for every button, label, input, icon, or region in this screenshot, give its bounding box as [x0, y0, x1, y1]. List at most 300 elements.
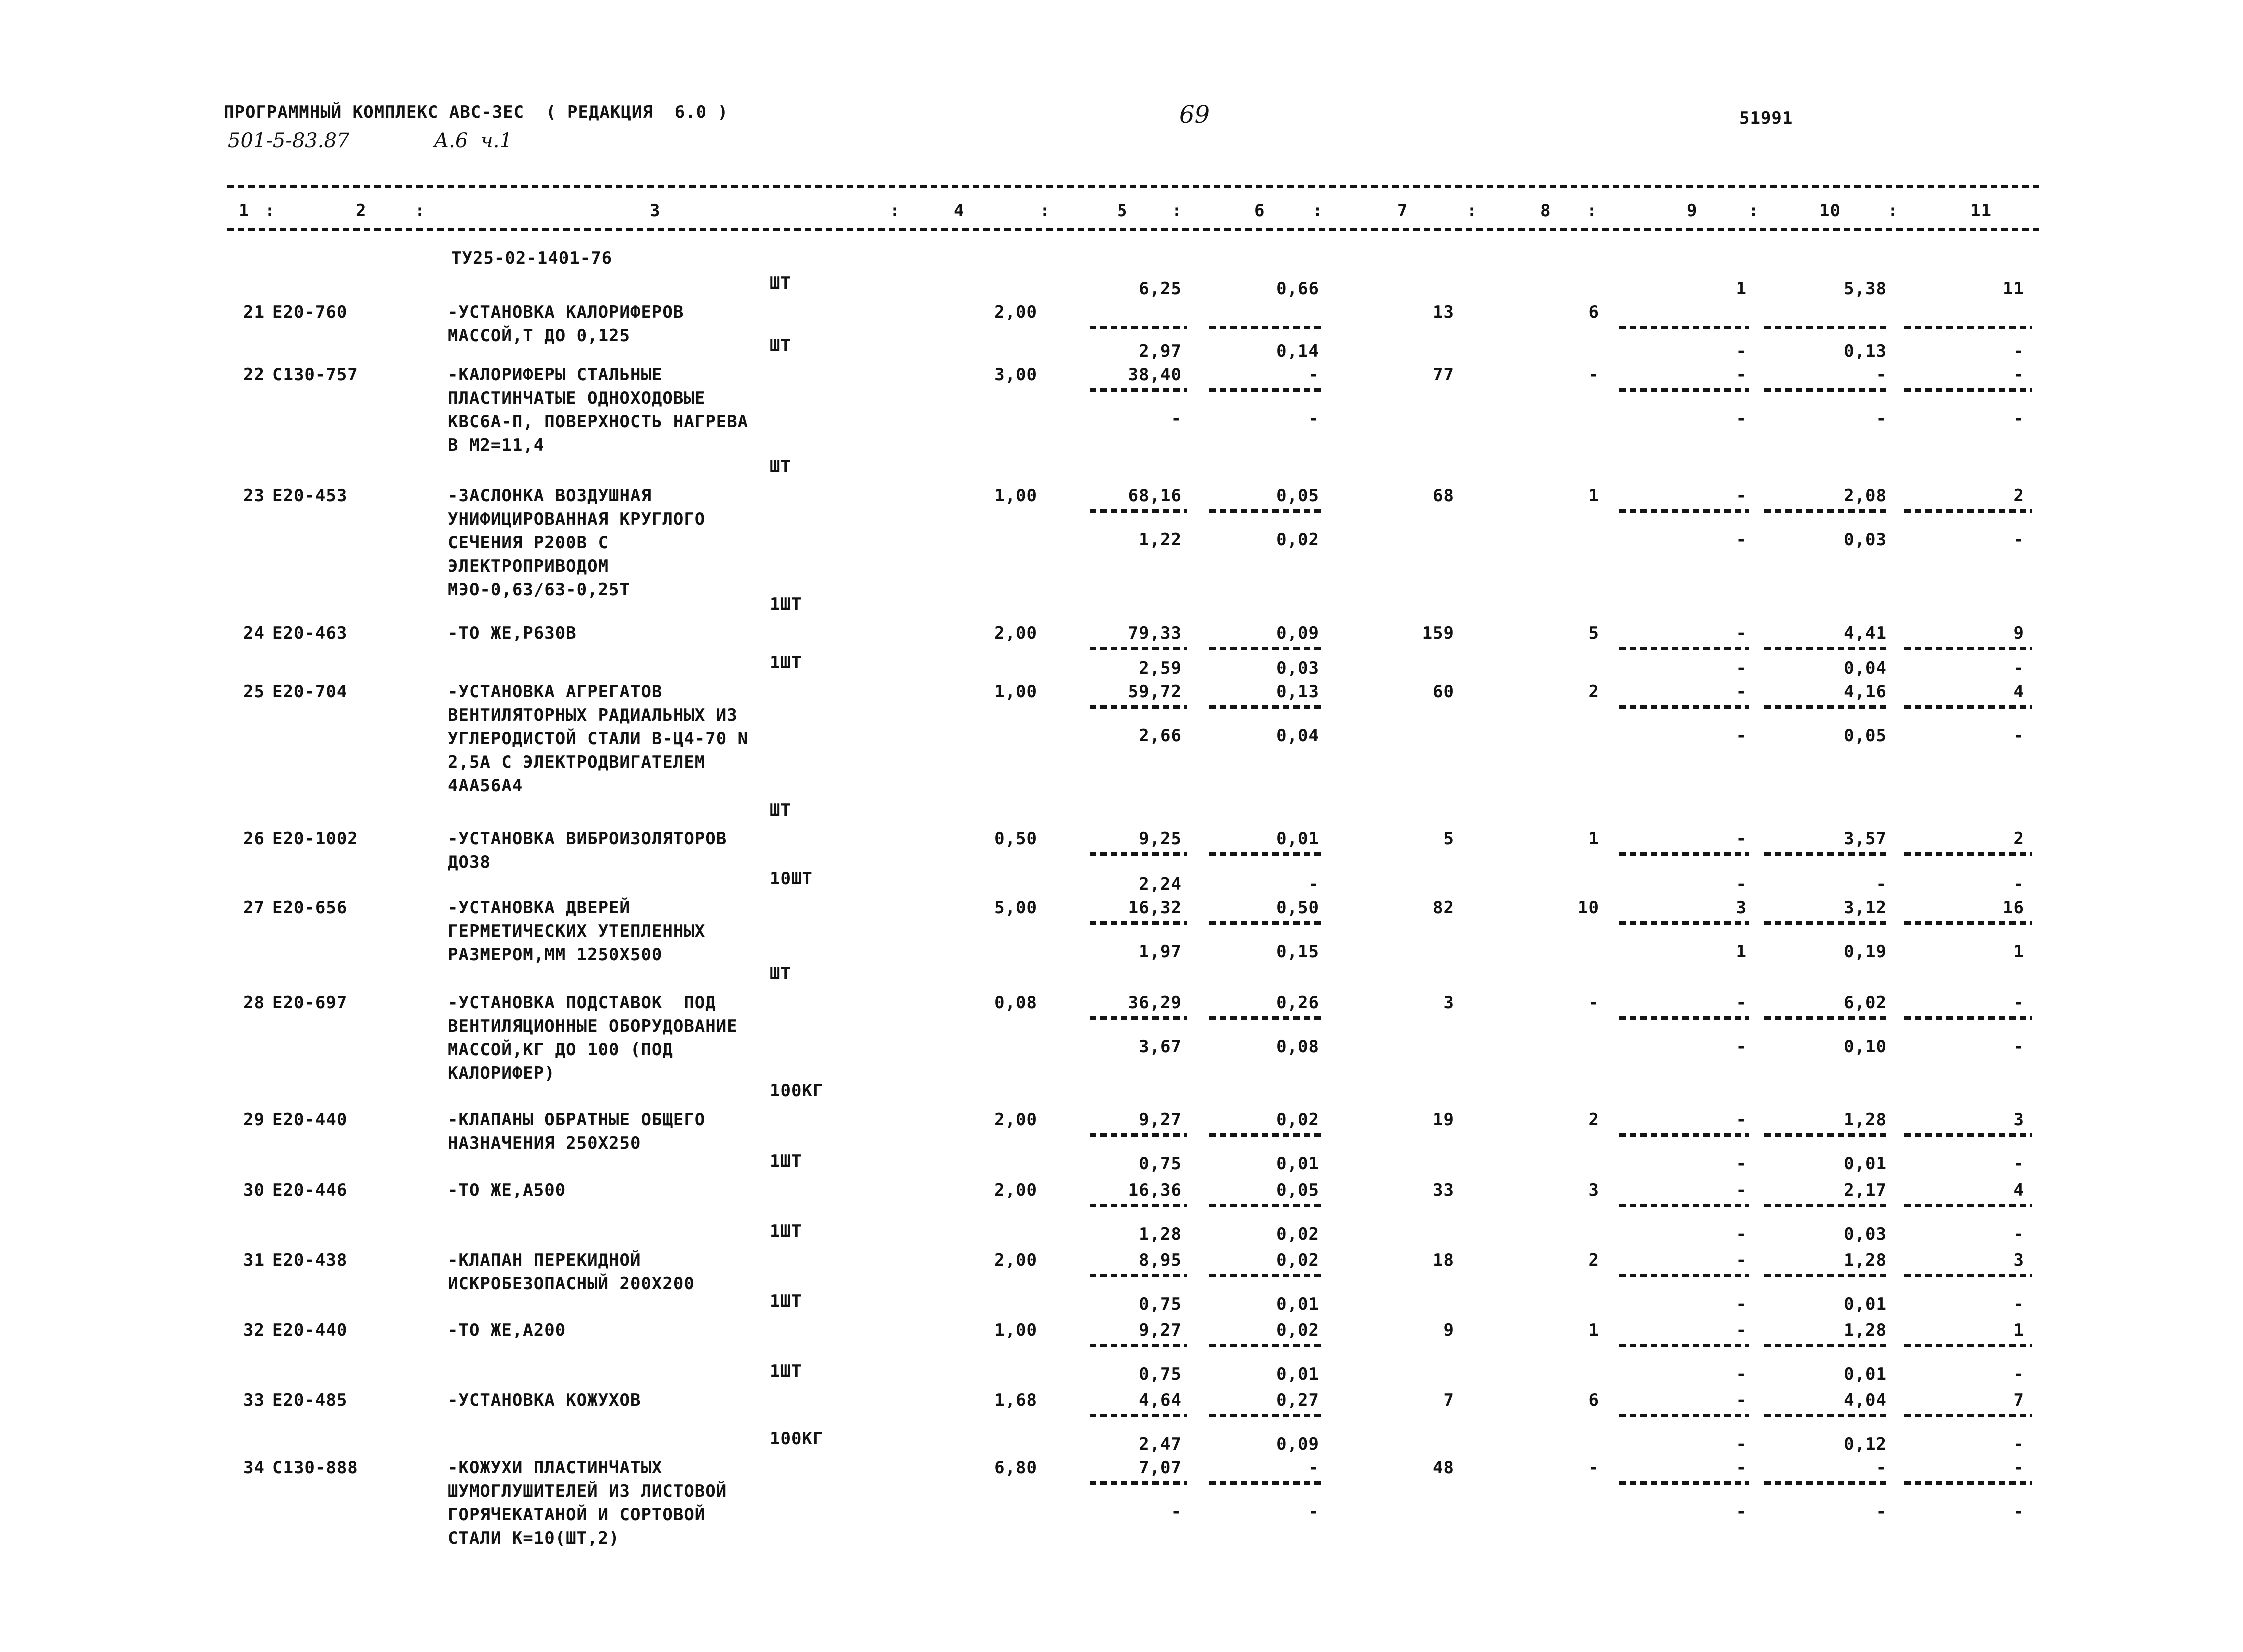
column9-value: -	[1736, 409, 1747, 429]
work-description-line: -УСТАНОВКА АГРЕГАТОВ	[448, 682, 663, 702]
column10-value: 0,04	[1844, 658, 1887, 678]
unit-cost-value: 4,64	[1139, 1390, 1182, 1410]
column-header-4: 4	[954, 201, 965, 221]
work-description-line: ПЛАСТИНЧАТЫЕ ОДНОХОДОВЫЕ	[448, 388, 706, 408]
quantity-value: 2,00	[994, 623, 1037, 643]
column10-value: 6,02	[1844, 993, 1887, 1013]
rate-code: Е20-760	[272, 302, 348, 322]
row-number: 29	[243, 1110, 265, 1130]
total-cost-value: 13	[1433, 302, 1454, 322]
wage-value: 0,14	[1276, 341, 1319, 361]
unit-cost-value: 16,36	[1128, 1180, 1182, 1200]
work-description-line: УНИФИЦИРОВАННАЯ КРУГЛОГО	[448, 509, 706, 529]
column11-value: 7	[2013, 1390, 2024, 1410]
column11-value: 4	[2013, 682, 2024, 702]
unit-of-measure: ШТ	[770, 336, 791, 356]
column9-value: -	[1736, 1364, 1747, 1384]
column9-value: -	[1736, 993, 1747, 1013]
work-description-line: РАЗМЕРОМ,ММ 1250Х500	[448, 945, 663, 965]
column10-value: 1,28	[1844, 1250, 1887, 1270]
separator-rule	[1904, 1133, 2032, 1137]
separator-rule	[1764, 1133, 1889, 1137]
separator-rule	[1904, 1481, 2032, 1485]
row-number: 32	[243, 1320, 265, 1340]
separator-rule	[1764, 852, 1889, 856]
column11-value: -	[2013, 409, 2024, 429]
total-cost-value: 77	[1433, 365, 1454, 385]
separator-rule	[1619, 852, 1749, 856]
separator-rule	[1209, 852, 1322, 856]
separator-rule	[1764, 705, 1889, 709]
separator-rule	[1619, 388, 1749, 392]
row-number: 31	[243, 1250, 265, 1270]
column-separator: :	[1748, 201, 1759, 221]
unit-of-measure: ШТ	[770, 964, 791, 984]
separator-rule	[1090, 852, 1187, 856]
work-description-line: 2,5А С ЭЛЕКТРОДВИГАТЕЛЕМ	[448, 752, 706, 772]
work-description-line: МАССОЙ,Т ДО 0,125	[448, 326, 630, 346]
column10-value: -	[1876, 1458, 1887, 1478]
separator-rule	[1904, 326, 2032, 329]
unit-cost-value: 2,59	[1139, 658, 1182, 678]
unit-cost-value: 0,75	[1139, 1364, 1182, 1384]
column8-value: 6	[1588, 1390, 1599, 1410]
separator-rule	[1209, 921, 1322, 925]
column9-value: -	[1736, 829, 1747, 849]
column8-value: 2	[1588, 1250, 1599, 1270]
column9-value: -	[1736, 1037, 1747, 1057]
wage-value: 0,02	[1276, 530, 1319, 550]
separator-rule	[1764, 1274, 1889, 1277]
unit-of-measure: ШТ	[770, 273, 791, 293]
work-description-line: СЕЧЕНИЯ Р200В С	[448, 533, 609, 553]
quantity-value: 2,00	[994, 1180, 1037, 1200]
separator-rule	[1090, 647, 1187, 650]
top-spec-line: ТУ25-02-1401-76	[451, 248, 613, 268]
wage-value: -	[1308, 1502, 1319, 1522]
wage-value: 0,26	[1276, 993, 1319, 1013]
separator-rule	[1764, 1344, 1889, 1347]
column11-value: 4	[2013, 1180, 2024, 1200]
column9-value: -	[1736, 365, 1747, 385]
column10-value: 5,38	[1844, 279, 1887, 299]
column11-value: -	[2013, 341, 2024, 361]
column10-value: 0,13	[1844, 341, 1887, 361]
column10-value: -	[1876, 365, 1887, 385]
column-separator: :	[1587, 201, 1598, 221]
separator-rule	[1619, 647, 1749, 650]
wage-value: 0,01	[1276, 829, 1319, 849]
column-separator: :	[1312, 201, 1323, 221]
column11-value: 3	[2013, 1250, 2024, 1270]
separator-rule	[1619, 509, 1749, 513]
row-number: 28	[243, 993, 265, 1013]
work-description-line: 4АА56А4	[448, 776, 523, 796]
separator-rule	[1090, 388, 1187, 392]
column8-value: -	[1588, 365, 1599, 385]
separator-rule	[1904, 1274, 2032, 1277]
wage-value: 0,05	[1276, 1180, 1319, 1200]
column9-value: -	[1736, 530, 1747, 550]
column8-value: -	[1588, 1458, 1599, 1478]
total-cost-value: 82	[1433, 898, 1454, 918]
rate-code: Е20-485	[272, 1390, 348, 1410]
column-separator: :	[890, 201, 901, 221]
work-description-line: -ТО ЖЕ,А200	[448, 1320, 566, 1340]
separator-rule	[1619, 1344, 1749, 1347]
separator-rule	[1904, 1414, 2032, 1417]
work-description-line: КВС6А-П, ПОВЕРХНОСТЬ НАГРЕВА	[448, 412, 749, 432]
column-header-2: 2	[356, 201, 367, 221]
separator-rule	[1764, 921, 1889, 925]
unit-of-measure: 1ШТ	[770, 1221, 802, 1241]
column-separator: :	[415, 201, 426, 221]
column8-value: 1	[1588, 829, 1599, 849]
work-description-line: -КЛАПАН ПЕРЕКИДНОЙ	[448, 1250, 641, 1270]
work-description-line: ВЕНТИЛЯЦИОННЫЕ ОБОРУДОВАНИЕ	[448, 1016, 738, 1036]
column10-value: 0,03	[1844, 530, 1887, 550]
column11-value: -	[2013, 658, 2024, 678]
separator-rule	[1619, 1204, 1749, 1207]
column-header-9: 9	[1687, 201, 1698, 221]
work-description-line: ЭЛЕКТРОПРИВОДОМ	[448, 556, 609, 576]
column11-value: 3	[2013, 1110, 2024, 1130]
unit-of-measure: 100КГ	[770, 1429, 824, 1449]
wage-value: 0,04	[1276, 726, 1319, 746]
quantity-value: 2,00	[994, 1110, 1037, 1130]
work-description-line: ГОРЯЧЕКАТАНОЙ И СОРТОВОЙ	[448, 1505, 706, 1525]
row-number: 22	[243, 365, 265, 385]
column-header-5: 5	[1117, 201, 1128, 221]
column9-value: 1	[1736, 279, 1747, 299]
program-title: ПРОГРАММНЫЙ КОМПЛЕКС АВС-ЗЕС ( РЕДАКЦИЯ 6.0 )	[224, 102, 729, 122]
column8-value: 1	[1588, 1320, 1599, 1340]
column9-value: -	[1736, 1110, 1747, 1130]
separator-rule	[1090, 326, 1187, 329]
wage-value: 0,02	[1276, 1110, 1319, 1130]
column11-value: 2	[2013, 829, 2024, 849]
rate-code: Е20-440	[272, 1110, 348, 1130]
separator-rule	[1904, 647, 2032, 650]
work-description-line: ГЕРМЕТИЧЕСКИХ УТЕПЛЕННЫХ	[448, 921, 706, 941]
wage-value: 0,02	[1276, 1224, 1319, 1244]
total-cost-value: 19	[1433, 1110, 1454, 1130]
work-description-line: -УСТАНОВКА ВИБРОИЗОЛЯТОРОВ	[448, 829, 727, 849]
work-description-line: УГЛЕРОДИСТОЙ СТАЛИ В-Ц4-70 N	[448, 729, 749, 749]
column10-value: 0,12	[1844, 1434, 1887, 1454]
separator-rule	[1209, 1204, 1322, 1207]
row-number: 34	[243, 1458, 265, 1478]
column9-value: -	[1736, 1154, 1747, 1174]
wage-value: 0,01	[1276, 1294, 1319, 1314]
wage-value: 0,01	[1276, 1154, 1319, 1174]
separator-rule	[1904, 388, 2032, 392]
column-separator: :	[1888, 201, 1899, 221]
quantity-value: 5,00	[994, 898, 1037, 918]
unit-cost-value: 0,75	[1139, 1154, 1182, 1174]
column11-value: 16	[2003, 898, 2024, 918]
column11-value: -	[2013, 874, 2024, 894]
column-separator: :	[1172, 201, 1183, 221]
unit-of-measure: 1ШТ	[770, 1151, 802, 1171]
unit-cost-value: 2,24	[1139, 874, 1182, 894]
total-cost-value: 5	[1443, 829, 1454, 849]
separator-rule	[1209, 388, 1322, 392]
separator-rule	[1619, 705, 1749, 709]
column11-value: -	[2013, 993, 2024, 1013]
unit-cost-value: -	[1171, 409, 1182, 429]
column10-value: 0,01	[1844, 1364, 1887, 1384]
column11-value: -	[2013, 1154, 2024, 1174]
rate-code: Е20-453	[272, 486, 348, 506]
column9-value: -	[1736, 726, 1747, 746]
work-description-line: -УСТАНОВКА ДВЕРЕЙ	[448, 898, 630, 918]
unit-cost-value: 2,47	[1139, 1434, 1182, 1454]
unit-cost-value: 0,75	[1139, 1294, 1182, 1314]
total-cost-value: 9	[1443, 1320, 1454, 1340]
column8-value: -	[1588, 993, 1599, 1013]
unit-of-measure: ШТ	[770, 457, 791, 477]
wage-value: -	[1308, 1458, 1319, 1478]
separator-rule	[1209, 326, 1322, 329]
total-cost-value: 48	[1433, 1458, 1454, 1478]
column10-value: 0,05	[1844, 726, 1887, 746]
separator-rule	[1764, 509, 1889, 513]
separator-rule	[1619, 326, 1749, 329]
column9-value: -	[1736, 623, 1747, 643]
separator-rule	[1209, 1274, 1322, 1277]
separator-rule	[1764, 388, 1889, 392]
column10-value: 4,41	[1844, 623, 1887, 643]
wage-value: 0,03	[1276, 658, 1319, 678]
column9-value: 1	[1736, 942, 1747, 962]
column9-value: -	[1736, 1320, 1747, 1340]
quantity-value: 0,08	[994, 993, 1037, 1013]
work-description-line: ВЕНТИЛЯТОРНЫХ РАДИАЛЬНЫХ ИЗ	[448, 705, 738, 725]
wage-value: 0,02	[1276, 1250, 1319, 1270]
unit-cost-value: 38,40	[1128, 365, 1182, 385]
column8-value: 6	[1588, 302, 1599, 322]
column9-value: -	[1736, 486, 1747, 506]
wage-value: -	[1308, 409, 1319, 429]
separator-rule	[1764, 326, 1889, 329]
separator-rule	[1090, 705, 1187, 709]
column8-value: 10	[1578, 898, 1599, 918]
rate-code: Е20-704	[272, 682, 348, 702]
document-code: 51991	[1739, 108, 1793, 128]
quantity-value: 2,00	[994, 1250, 1037, 1270]
row-number: 27	[243, 898, 265, 918]
column11-value: -	[2013, 1224, 2024, 1244]
column9-value: -	[1736, 1458, 1747, 1478]
work-description-line: ШУМОГЛУШИТЕЛЕЙ ИЗ ЛИСТОВОЙ	[448, 1481, 727, 1501]
unit-cost-value: 59,72	[1128, 682, 1182, 702]
separator-rule	[1209, 705, 1322, 709]
unit-cost-value: 36,29	[1128, 993, 1182, 1013]
work-description-line: ДО38	[448, 852, 491, 872]
column9-value: -	[1736, 658, 1747, 678]
column11-value: -	[2013, 726, 2024, 746]
quantity-value: 1,00	[994, 682, 1037, 702]
wage-value: 0,09	[1276, 623, 1319, 643]
column11-value: 2	[2013, 486, 2024, 506]
work-description-line: ИСКРОБЕЗОПАСНЫЙ 200Х200	[448, 1274, 695, 1294]
separator-rule	[1764, 1481, 1889, 1485]
column-separator: :	[1040, 201, 1051, 221]
separator-rule	[1619, 921, 1749, 925]
separator-rule	[1209, 647, 1322, 650]
column-header-7: 7	[1397, 201, 1408, 221]
separator-rule	[1090, 1274, 1187, 1277]
column10-value: 0,01	[1844, 1294, 1887, 1314]
column8-value: 5	[1588, 623, 1599, 643]
unit-of-measure: ШТ	[770, 800, 791, 820]
separator-rule	[1090, 1344, 1187, 1347]
separator-rule	[1904, 1344, 2032, 1347]
column11-value: -	[2013, 1502, 2024, 1522]
wage-value: 0,66	[1276, 279, 1319, 299]
separator-rule	[1764, 1204, 1889, 1207]
column-separator: :	[265, 201, 276, 221]
column10-value: 2,08	[1844, 486, 1887, 506]
column10-value: 0,19	[1844, 942, 1887, 962]
unit-cost-value: 9,27	[1139, 1320, 1182, 1340]
column10-value: 1,28	[1844, 1110, 1887, 1130]
total-cost-value: 3	[1443, 993, 1454, 1013]
column-separator: :	[1467, 201, 1478, 221]
unit-cost-value: 6,25	[1139, 279, 1182, 299]
work-description-line: МАССОЙ,КГ ДО 100 (ПОД	[448, 1040, 673, 1060]
column-header-6: 6	[1254, 201, 1265, 221]
separator-rule	[1904, 509, 2032, 513]
separator-rule	[1904, 921, 2032, 925]
work-description-line: СТАЛИ К=10(ШТ,2)	[448, 1528, 620, 1548]
wage-value: 0,02	[1276, 1320, 1319, 1340]
row-number: 21	[243, 302, 265, 322]
separator-rule	[1090, 1204, 1187, 1207]
total-cost-value: 68	[1433, 486, 1454, 506]
quantity-value: 1,68	[994, 1390, 1037, 1410]
separator-rule	[1209, 1016, 1322, 1020]
column-header-1: 1	[239, 201, 250, 221]
unit-cost-value: 1,22	[1139, 530, 1182, 550]
unit-cost-value: 2,97	[1139, 341, 1182, 361]
unit-of-measure: 1ШТ	[770, 1361, 802, 1381]
column10-value: -	[1876, 874, 1887, 894]
rate-code: Е20-438	[272, 1250, 348, 1270]
quantity-value: 0,50	[994, 829, 1037, 849]
row-number: 25	[243, 682, 265, 702]
separator-rule	[1619, 1414, 1749, 1417]
work-description-line: -ТО ЖЕ,Р630В	[448, 623, 577, 643]
column-header-11: 11	[1970, 201, 1992, 221]
column11-value: -	[2013, 1458, 2024, 1478]
unit-of-measure: 1ШТ	[770, 1291, 802, 1311]
unit-of-measure: 10ШТ	[770, 869, 813, 889]
column9-value: -	[1736, 341, 1747, 361]
separator-rule	[1090, 1414, 1187, 1417]
total-cost-value: 33	[1433, 1180, 1454, 1200]
column9-value: -	[1736, 1502, 1747, 1522]
unit-cost-value: 79,33	[1128, 623, 1182, 643]
unit-cost-value: 9,27	[1139, 1110, 1182, 1130]
rate-code: Е20-446	[272, 1180, 348, 1200]
column10-value: 2,17	[1844, 1180, 1887, 1200]
column11-value: 1	[2013, 1320, 2024, 1340]
work-description-line: -УСТАНОВКА ПОДСТАВОК ПОД	[448, 993, 716, 1013]
column10-value: 4,16	[1844, 682, 1887, 702]
unit-cost-value: 1,97	[1139, 942, 1182, 962]
column10-value: -	[1876, 409, 1887, 429]
column11-value: 1	[2013, 942, 2024, 962]
rate-code: Е20-697	[272, 993, 348, 1013]
work-description-line: -ЗАСЛОНКА ВОЗДУШНАЯ	[448, 486, 652, 506]
column9-value: -	[1736, 1294, 1747, 1314]
work-description-line: -УСТАНОВКА КОЖУХОВ	[448, 1390, 641, 1410]
rate-code: Е20-440	[272, 1320, 348, 1340]
column8-value: 2	[1588, 1110, 1599, 1130]
quantity-value: 1,00	[994, 1320, 1037, 1340]
total-cost-value: 60	[1433, 682, 1454, 702]
row-number: 30	[243, 1180, 265, 1200]
column9-value: -	[1736, 1390, 1747, 1410]
work-description-line: -КОЖУХИ ПЛАСТИНЧАТЫХ	[448, 1458, 663, 1478]
row-number: 33	[243, 1390, 265, 1410]
column11-value: -	[2013, 1364, 2024, 1384]
separator-rule	[1090, 921, 1187, 925]
wage-value: 0,15	[1276, 942, 1319, 962]
column10-value: -	[1876, 1502, 1887, 1522]
total-cost-value: 159	[1422, 623, 1454, 643]
column8-value: 3	[1588, 1180, 1599, 1200]
unit-of-measure: 1ШТ	[770, 594, 802, 614]
column10-value: 1,28	[1844, 1320, 1887, 1340]
work-description-line: -КАЛОРИФЕРЫ СТАЛЬНЫЕ	[448, 365, 663, 385]
wage-value: 0,01	[1276, 1364, 1319, 1384]
column10-value: 3,57	[1844, 829, 1887, 849]
column9-value: -	[1736, 1180, 1747, 1200]
project-reference: 501-5-83.87	[228, 129, 350, 152]
column-header-3: 3	[650, 201, 661, 221]
separator-rule	[1619, 1016, 1749, 1020]
separator-rule	[1764, 647, 1889, 650]
column9-value: -	[1736, 1434, 1747, 1454]
column8-value: 1	[1588, 486, 1599, 506]
album-reference: А.6 ч.1	[434, 129, 512, 152]
separator-rule	[1904, 1204, 2032, 1207]
row-number: 26	[243, 829, 265, 849]
rate-code: Е20-656	[272, 898, 348, 918]
separator-rule	[1619, 1133, 1749, 1137]
rate-code: С130-888	[272, 1458, 358, 1478]
column10-value: 4,04	[1844, 1390, 1887, 1410]
total-cost-value: 7	[1443, 1390, 1454, 1410]
unit-of-measure: 1ШТ	[770, 653, 802, 673]
quantity-value: 6,80	[994, 1458, 1037, 1478]
work-description-line: КАЛОРИФЕР)	[448, 1063, 555, 1083]
work-description-line: -УСТАНОВКА КАЛОРИФЕРОВ	[448, 302, 684, 322]
unit-cost-value: 7,07	[1139, 1458, 1182, 1478]
work-description-line: МЭО-0,63/63-0,25Т	[448, 580, 630, 600]
column11-value: -	[2013, 530, 2024, 550]
unit-cost-value: 2,66	[1139, 726, 1182, 746]
separator-rule	[1619, 1274, 1749, 1277]
rate-code: С130-757	[272, 365, 358, 385]
rate-code: Е20-463	[272, 623, 348, 643]
separator-rule	[1904, 852, 2032, 856]
column11-value: 11	[2003, 279, 2024, 299]
header-rule-top	[227, 185, 2042, 188]
